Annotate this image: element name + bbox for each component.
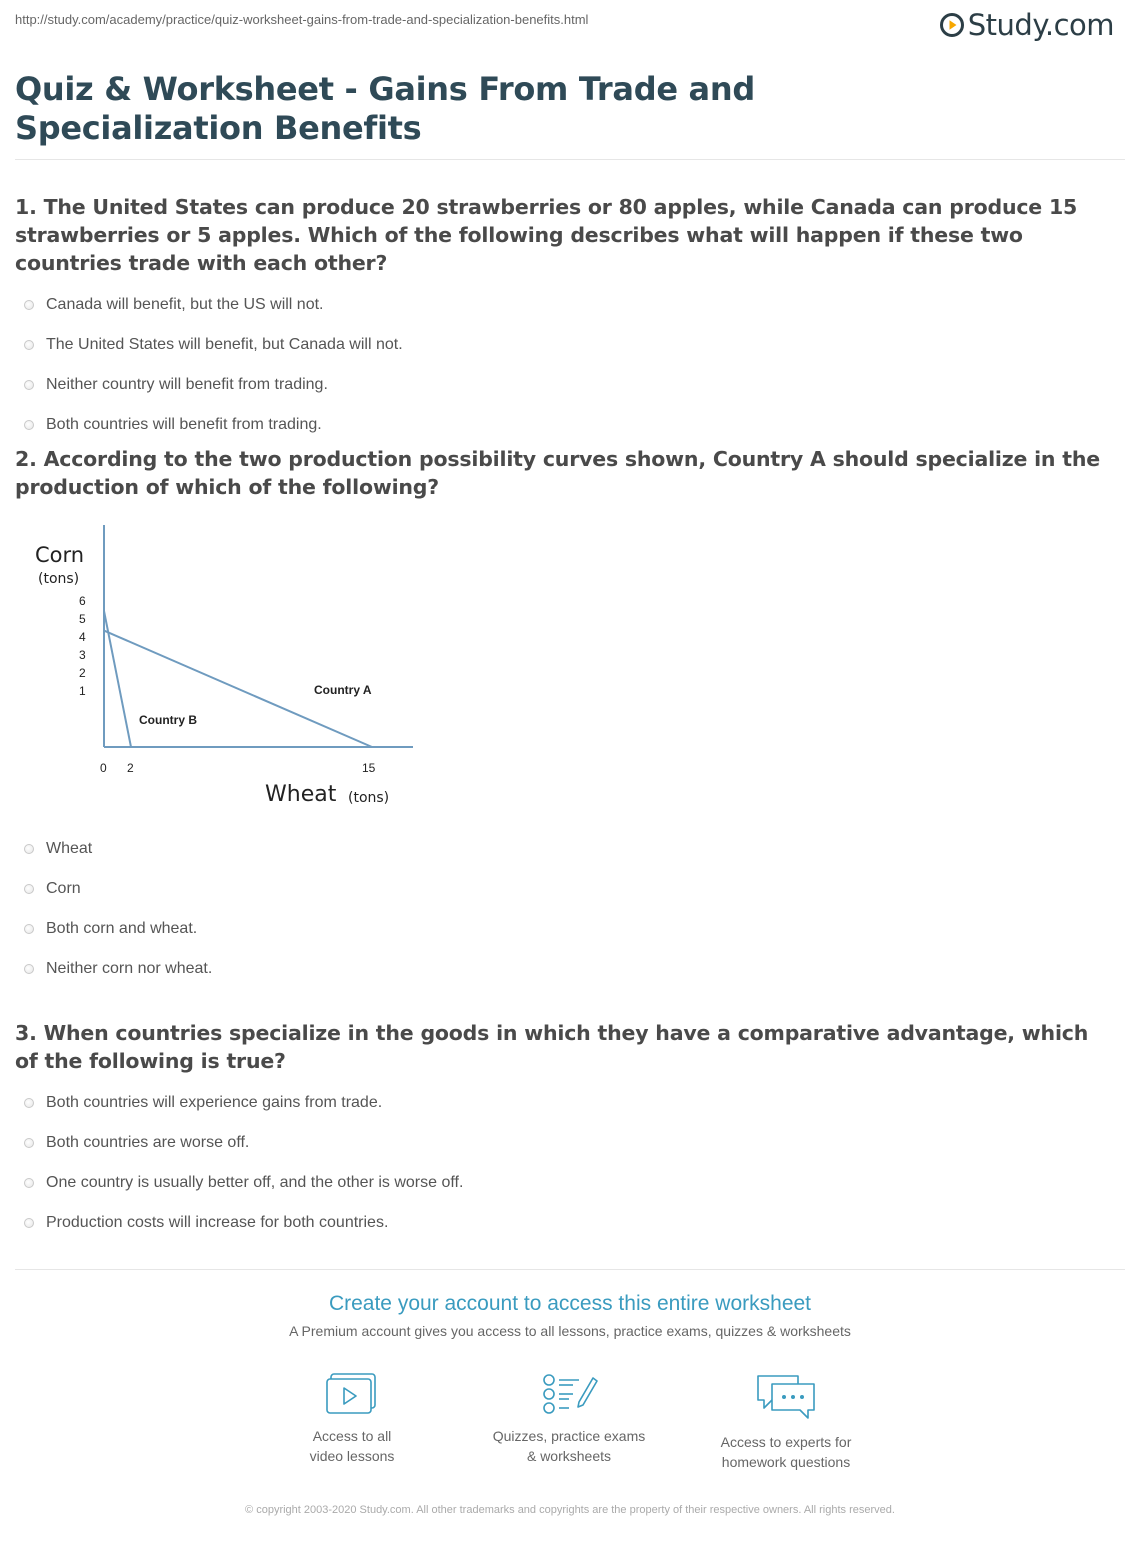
feature-experts bbox=[676, 1372, 896, 1472]
country-a-label: Country A bbox=[314, 683, 372, 697]
question-3-choices bbox=[15, 1083, 1115, 1243]
radio-button[interactable] bbox=[24, 1218, 34, 1228]
country-b-label: Country B bbox=[139, 713, 197, 727]
choice-label: One country is usually better off, and the other is worse off. bbox=[46, 1174, 464, 1191]
choice-item[interactable] bbox=[15, 829, 1115, 869]
x-tick-label: 15 bbox=[362, 761, 376, 775]
radio-button[interactable] bbox=[24, 300, 34, 310]
radio-button[interactable] bbox=[24, 340, 34, 350]
question-3 bbox=[15, 1019, 1115, 1243]
choice-item[interactable] bbox=[15, 949, 1115, 989]
choice-label: Corn bbox=[46, 880, 81, 897]
choice-label: Both countries are worse off. bbox=[46, 1134, 250, 1151]
choice-item[interactable] bbox=[15, 909, 1115, 949]
production-possibility-figure bbox=[25, 515, 425, 815]
radio-button[interactable] bbox=[24, 1138, 34, 1148]
choice-item[interactable] bbox=[15, 1163, 1115, 1203]
copyright-footer: © copyright 2003-2020 Study.com. All other trademarks and copyrights are the property of their respective owners. All rights reserved. bbox=[245, 1504, 895, 1516]
choice-item[interactable] bbox=[15, 1083, 1115, 1123]
radio-button[interactable] bbox=[24, 1178, 34, 1188]
choice-label: Production costs will increase for both countries. bbox=[46, 1214, 389, 1231]
radio-button[interactable] bbox=[24, 884, 34, 894]
feature-video-lessons bbox=[242, 1372, 462, 1466]
page-url: http://study.com/academy/practice/quiz-worksheet-gains-from-trade-and-specialization-benefits.html bbox=[15, 12, 589, 27]
study-logo[interactable] bbox=[940, 8, 1114, 42]
choice-label: Neither country will benefit from trading. bbox=[46, 376, 328, 393]
x-tick-label: 0 bbox=[100, 761, 107, 775]
choice-item[interactable] bbox=[15, 1203, 1115, 1243]
title-divider bbox=[15, 159, 1125, 160]
choice-label: Both corn and wheat. bbox=[46, 920, 198, 937]
top-bar bbox=[0, 0, 1140, 48]
cta-divider bbox=[15, 1269, 1125, 1270]
choice-label: The United States will benefit, but Canada will not. bbox=[46, 336, 403, 353]
choice-item[interactable] bbox=[15, 325, 1115, 365]
question-1-text: 1. The United States can produce 20 strawberries or 80 apples, while Canada can produce 15 strawberries or 5 apples. Which of the following describes what will happen if these two countries trade with each other? bbox=[15, 195, 1078, 275]
y-tick-label: 5 bbox=[79, 612, 86, 626]
choice-label: Both countries will experience gains from trade. bbox=[46, 1094, 383, 1111]
question-3-text: 3. When countries specialize in the goods in which they have a comparative advantage, which of the following is true? bbox=[15, 1021, 1089, 1073]
y-axis-title: Corn bbox=[35, 543, 85, 567]
choice-item[interactable] bbox=[15, 1123, 1115, 1163]
choice-item[interactable] bbox=[15, 365, 1115, 405]
page-title: Quiz & Worksheet - Gains From Trade and Specialization Benefits bbox=[15, 70, 755, 147]
radio-button[interactable] bbox=[24, 924, 34, 934]
radio-button[interactable] bbox=[24, 964, 34, 974]
choice-label: Neither corn nor wheat. bbox=[46, 960, 213, 977]
x-axis-unit: (tons) bbox=[348, 790, 390, 806]
y-tick-label: 2 bbox=[79, 666, 86, 680]
video-lesson-icon bbox=[325, 1372, 379, 1416]
question-1-choices bbox=[15, 285, 1115, 445]
x-tick-label: 2 bbox=[127, 761, 134, 775]
country-b-line bbox=[104, 611, 131, 747]
cta-subtitle: A Premium account gives you access to all lessons, practice exams, quizzes & worksheets bbox=[289, 1323, 851, 1339]
feature-label: Access to all video lessons bbox=[309, 1428, 395, 1464]
checklist-icon bbox=[539, 1372, 599, 1416]
radio-button[interactable] bbox=[24, 1098, 34, 1108]
question-2-choices bbox=[15, 829, 1115, 989]
x-axis-title: Wheat bbox=[265, 782, 337, 807]
radio-button[interactable] bbox=[24, 844, 34, 854]
y-tick-label: 4 bbox=[79, 630, 86, 644]
logo-text: Study.com bbox=[967, 8, 1114, 42]
feature-quizzes bbox=[459, 1372, 679, 1466]
y-axis-unit: (tons) bbox=[38, 571, 80, 587]
choice-item[interactable] bbox=[15, 869, 1115, 909]
play-circle-icon bbox=[940, 13, 964, 37]
choice-item[interactable] bbox=[15, 285, 1115, 325]
choice-label: Both countries will benefit from trading. bbox=[46, 416, 322, 433]
create-account-link[interactable]: Create your account to access this entire worksheet bbox=[328, 1292, 812, 1315]
y-tick-label: 3 bbox=[79, 648, 86, 662]
y-tick-label: 1 bbox=[79, 684, 86, 698]
question-2 bbox=[15, 445, 1115, 501]
radio-button[interactable] bbox=[24, 420, 34, 430]
feature-label: Quizzes, practice exams & worksheets bbox=[492, 1428, 646, 1464]
question-2-text: 2. According to the two production possibility curves shown, Country A should specialize in the production of which of the following? bbox=[15, 447, 1100, 499]
feature-label: Access to experts for homework questions bbox=[720, 1434, 852, 1470]
radio-button[interactable] bbox=[24, 380, 34, 390]
y-tick-label: 6 bbox=[79, 594, 86, 608]
choice-label: Wheat bbox=[46, 840, 93, 857]
choice-label: Canada will benefit, but the US will not. bbox=[46, 296, 324, 313]
choice-item[interactable] bbox=[15, 405, 1115, 445]
question-2-answers bbox=[15, 829, 1115, 989]
question-1 bbox=[15, 193, 1115, 445]
chat-bubbles-icon bbox=[754, 1372, 818, 1422]
